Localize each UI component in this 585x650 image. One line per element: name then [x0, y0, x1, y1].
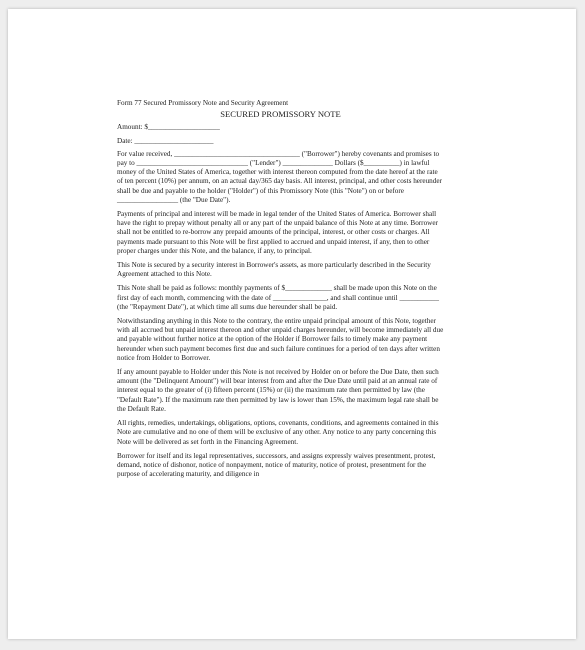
- paragraph-waiver: Borrower for itself and its legal representatives, successors, and assigns expressly waives presentment, protest, demand, notice of dishonor, notice of nonpayment, notice of maturity, notice of protest, presentment for the purpose of accelerating maturity, and diligence in: [117, 451, 436, 479]
- paragraph-security: This Note is secured by a security interest in Borrower's assets, as more particularly described in the Security Agreement attached to this Note.: [117, 261, 431, 279]
- amount-field: Amount: $____________________: [117, 123, 220, 132]
- paragraph-legal-tender: Payments of principal and interest will be made in legal tender of the United States of America. Borrower shall have the right to prepay without penalty all or any part of the unpaid balance of this Note at any time. Borrower shall not be entitled to re-borrow any prepaid amounts of the principal, interest, or other costs or charges. All payments made pursuant to this Note will be first applied to accrued and unpaid interest, if any, then to other proper charges under this Note, and the balance, if any, to principal.: [117, 210, 438, 255]
- form-title: Form 77 Secured Promissory Note and Security Agreement: [117, 99, 289, 107]
- document-body: [117, 99, 444, 484]
- paragraph-installments: This Note shall be paid as follows: monthly payments of $_____________ shall be made upon this Note on the first day of each month, commencing with the date of _______________, and shall continue until ___________ (the "Repayment Date"), at which time all sums due hereunder shall be paid.: [117, 284, 439, 311]
- date-field: Date: ______________________: [117, 136, 214, 145]
- document-page: [8, 9, 576, 639]
- paragraph-remedies: All rights, remedies, undertakings, obligations, options, covenants, conditions, and agreements contained in this Note are cumulative and no one of them will be exclusive of any other. Any notice to any party concerning this Note will be delivered as set forth in the Financing Agreement.: [117, 419, 439, 446]
- document-title: SECURED PROMISSORY NOTE: [220, 109, 341, 120]
- paragraph-payment-terms: For value received, ___________________________________ ("Borrower") hereby covenants and promises to pay to _______________________________ ("Lender") ______________ Dollars ($__________) in lawful money of the United States of America, together with interest thereon computed from the date hereof at the rate of ten percent (10%) per annum, on an actual day/365 day basis. All interest, principal, and other costs hereunder shall be due and payable to the holder ("Holder") of this Promissory Note (this "Note") on or before _________________ (the "Due Date").: [117, 149, 442, 204]
- paragraph-default-rate: If any amount payable to Holder under this Note is not received by Holder on or before the Due Date, then such amount (the "Delinquent Amount") will bear interest from and after the Due Date until paid at an annual rate of interest equal to the greater of (i) fifteen percent (15%) or (ii) the maximum rate then permitted by law (the "Default Rate"). If the maximum rate then permitted by law is lower than 15%, the maximum legal rate shall be the Default Rate.: [117, 368, 439, 413]
- paragraph-acceleration: Notwithstanding anything in this Note to the contrary, the entire unpaid principal amount of this Note, together with all accrued but unpaid interest thereon and other unpaid charges hereunder, will become immediately all due and payable without further notice at the option of the Holder if Borrower fails to timely make any payment hereunder when such payment becomes first due and such failure continues for a period of ten days after written notice from Holder to Borrower.: [117, 317, 444, 362]
